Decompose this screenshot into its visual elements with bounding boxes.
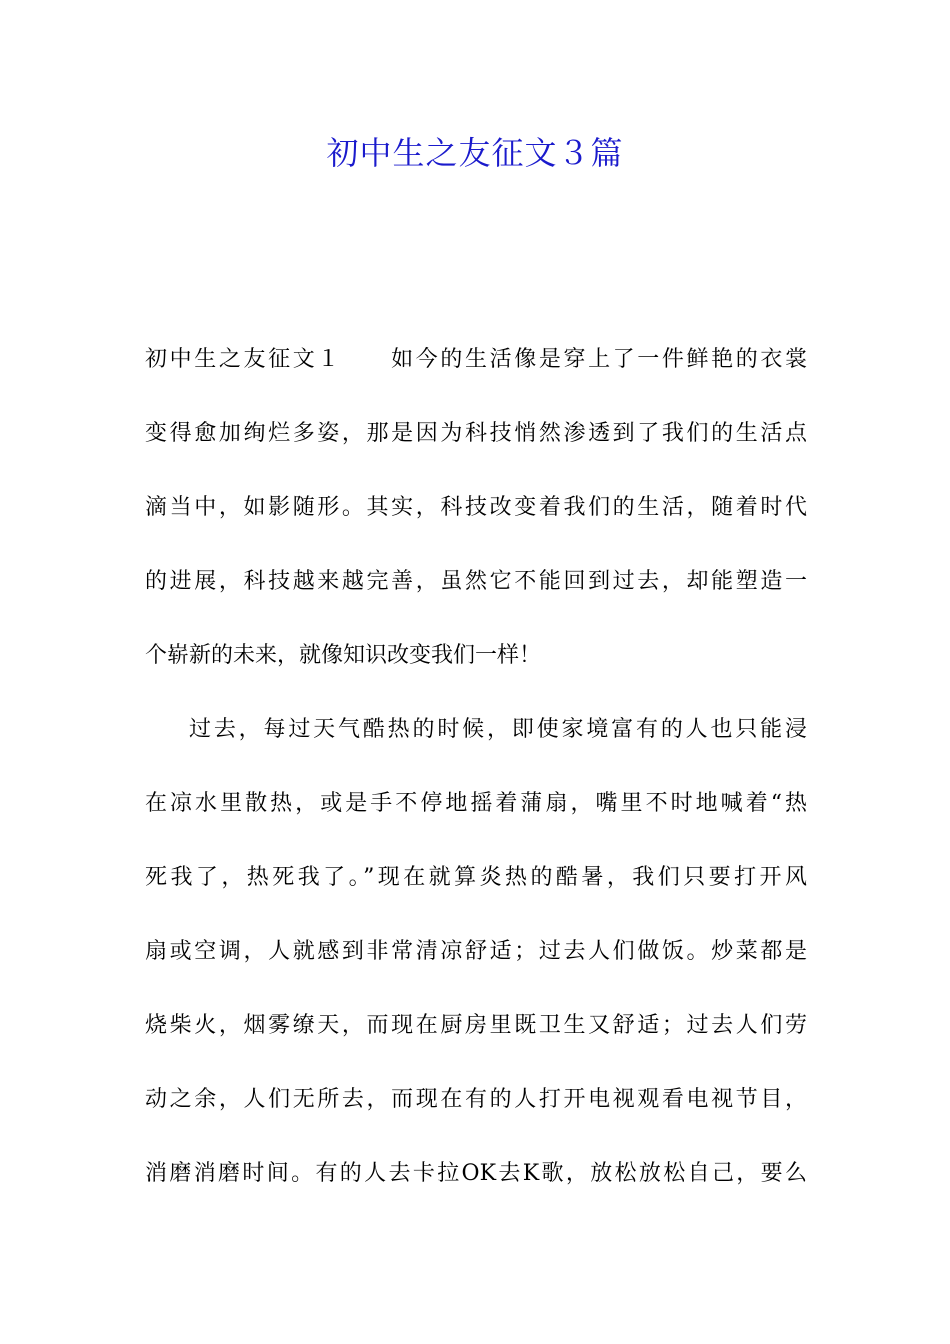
body-line: 过去，每过天气酷热的时候，即使家境富有的人也只能浸 <box>189 717 807 742</box>
body-line: 变得愈加绚烂多姿，那是因为科技悄然渗透到了我们的生活点 <box>145 421 807 446</box>
document-title: 初中生之友征文３篇 <box>326 134 624 172</box>
body-line: 消磨消磨时间。有的人去卡拉OK去K歌，放松放松自己，要么 <box>145 1161 807 1186</box>
body-line: 死我了，热死我了。”现在就算炎热的酷暑，我们只要打开风 <box>145 865 807 890</box>
body-line: 在凉水里散热，或是手不停地摇着蒲扇，嘴里不时地喊着“热 <box>145 791 807 816</box>
body-line: 动之余，人们无所去，而现在有的人打开电视观看电视节目， <box>145 1087 807 1112</box>
body-line: 个崭新的未来，就像知识改变我们一样！ <box>145 643 542 668</box>
body-line: 的进展，科技越来越完善，虽然它不能回到过去，却能塑造一 <box>145 569 807 594</box>
body-line: 初中生之友征文１ 如今的生活像是穿上了一件鲜艳的衣裳 <box>145 347 807 372</box>
body-line: 滴当中，如影随形。其实，科技改变着我们的生活，随着时代 <box>145 495 807 520</box>
body-line: 烧柴火，烟雾缭天，而现在厨房里既卫生又舒适；过去人们劳 <box>145 1013 807 1038</box>
body-line: 扇或空调，人就感到非常清凉舒适；过去人们做饭。炒菜都是 <box>145 939 807 964</box>
document-body <box>145 340 807 1228</box>
